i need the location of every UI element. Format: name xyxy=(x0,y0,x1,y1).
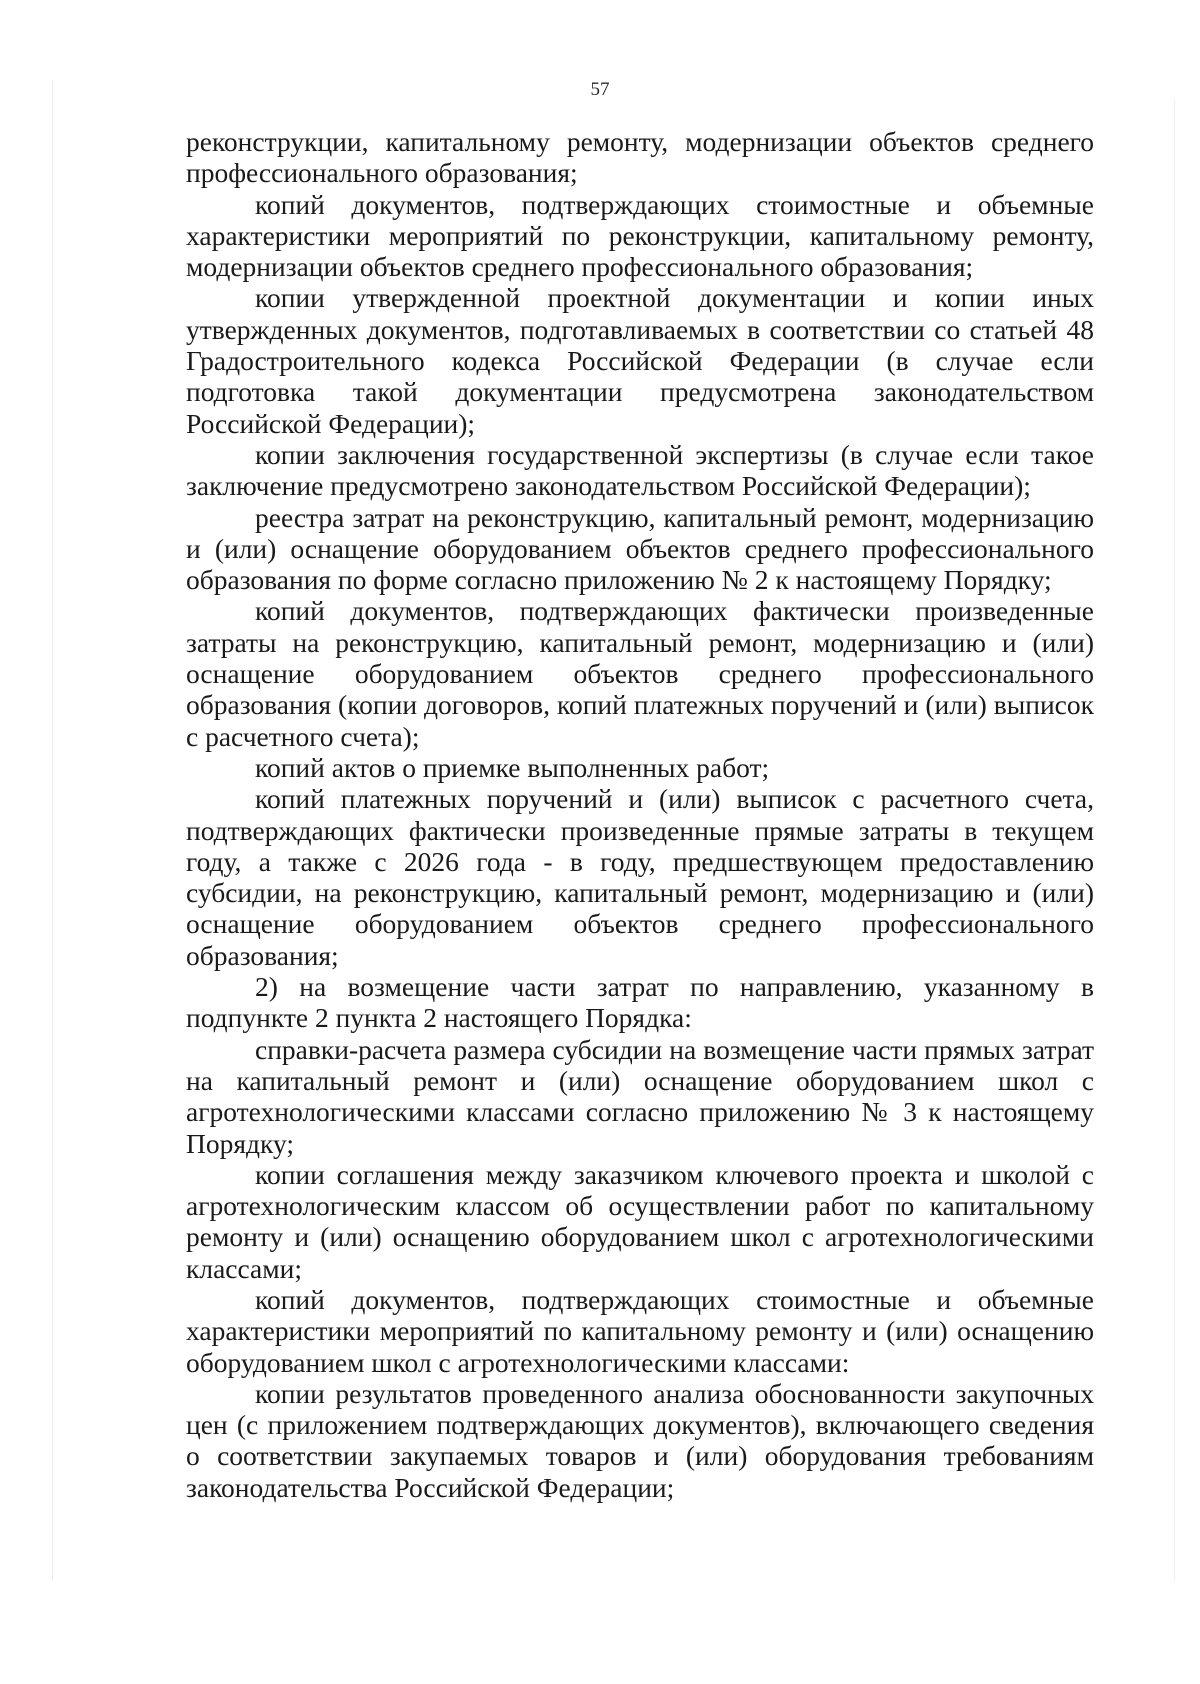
paragraph-cost-register: реестра затрат на реконструкцию, капитальный ремонт, модернизацию и (или) оснащение оборудованием объектов среднего профессионального образования по форме согласно приложению № 2 к настоящему Порядку; xyxy=(186,501,1094,596)
paragraph-actual-costs: копий документов, подтверждающих фактически произведенные затраты на реконструкцию, капитальный ремонт, модернизацию и (или) оснащение оборудованием объектов среднего профессионального образования (копии договоров, копий платежных поручений и (или) выписок с расчетного счета); xyxy=(186,595,1094,752)
scan-artifact-left xyxy=(52,80,53,1580)
paragraph-price-analysis: копии результатов проведенного анализа обоснованности закупочных цен (с приложением подтверждающих документов), включающего сведения о соответствии закупаемых товаров и (или) оборудования требованиям законодательства Российской Федерации; xyxy=(186,1377,1094,1503)
scan-artifact-right xyxy=(1174,100,1175,1580)
document-body xyxy=(186,126,1094,1503)
paragraph-payment-orders: копий платежных поручений и (или) выписок с расчетного счета, подтверждающих фактически произведенные прямые затраты в текущем году, а также с 2026 года - в году, предшествующем предоставлению субсидии, на реконструкцию, капитальный ремонт, модернизацию и (или) оснащение оборудованием объектов среднего профессионального образования; xyxy=(186,783,1094,971)
paragraph-school-cost-documents: копий документов, подтверждающих стоимостные и объемные характеристики мероприятий по капитальному ремонту и (или) оснащению оборудованием школ с агротехнологическими классами: xyxy=(186,1283,1094,1378)
paragraph-continuation: реконструкции, капитальному ремонту, модернизации объектов среднего профессионального образования; xyxy=(186,126,1094,189)
paragraph-item-2: 2) на возмещение части затрат по направлению, указанному в подпункте 2 пункта 2 настоящего Порядка: xyxy=(186,971,1094,1034)
paragraph-cost-documents: копий документов, подтверждающих стоимостные и объемные характеристики мероприятий по реконструкции, капитальному ремонту, модернизации объектов среднего профессионального образования; xyxy=(186,188,1094,283)
paragraph-agreement-copy: копии соглашения между заказчиком ключевого проекта и школой с агротехнологическим классом об осуществлении работ по капитальному ремонту и (или) оснащению оборудованием школ с агротехнологическими классами; xyxy=(186,1158,1094,1284)
paragraph-state-expertise: копии заключения государственной экспертизы (в случае если такое заключение предусмотрено законодательством Российской Федерации); xyxy=(186,438,1094,502)
paragraph-project-documentation: копии утвержденной проектной документации и копии иных утвержденных документов, подготавливаемых в соответствии со статьей 48 Градостроительного кодекса Российской Федерации (в случае если подготовка такой документации предусмотрена законодательством Российской Федерации); xyxy=(186,282,1094,439)
paragraph-acceptance-acts: копий актов о приемке выполненных работ; xyxy=(255,751,770,783)
paragraph-subsidy-calculation: справки-расчета размера субсидии на возмещение части прямых затрат на капитальный ремонт и (или) оснащение оборудованием школ с агротехнологическими классами согласно приложению № 3 к настоящему Порядку; xyxy=(186,1033,1094,1159)
page-number: 57 xyxy=(590,79,610,100)
